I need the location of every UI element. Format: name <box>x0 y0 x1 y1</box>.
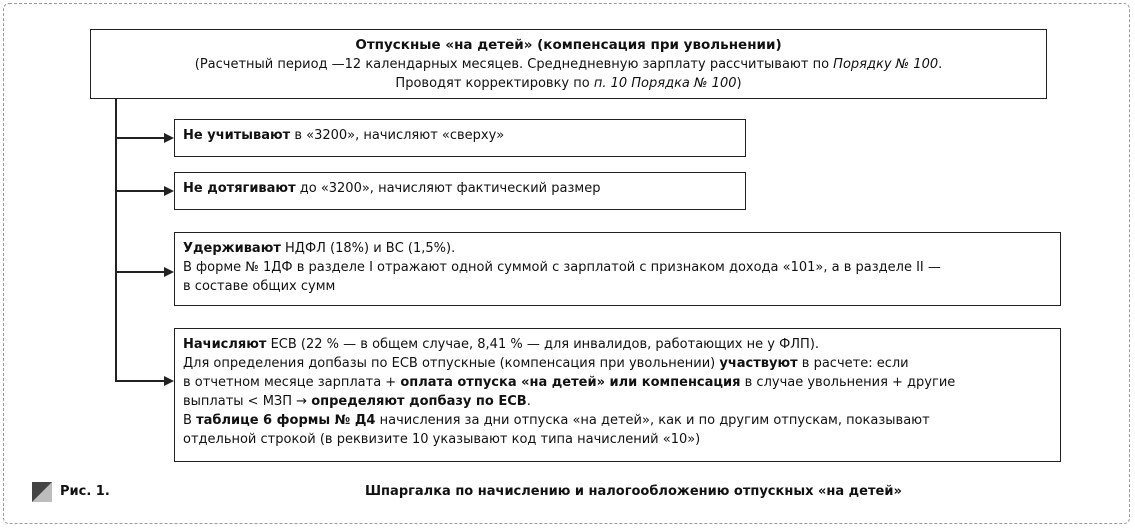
box4-text1: ЕСВ (22 % — в общем случае, 8,41 % — для инвалидов, работающих не у ФЛП). <box>266 337 820 352</box>
box4-line2 <box>183 354 1052 373</box>
box-accrued <box>174 328 1061 462</box>
box1-text: в «3200», начисляют «сверху» <box>290 128 505 143</box>
figure-label: Рис. 1. <box>60 484 110 499</box>
top-box <box>90 29 1047 99</box>
box4-l4-post: . <box>526 394 531 409</box>
connector-branch-3 <box>115 271 165 273</box>
top-box-line2 <box>91 55 1046 74</box>
box4-l4-bold: определяют допбазу по ЕСВ <box>311 394 527 409</box>
box4-l2-post: в расчете: если <box>797 356 909 371</box>
box-withheld <box>174 232 1061 306</box>
top-box-line3 <box>91 74 1046 93</box>
connector-branch-4 <box>115 380 165 382</box>
arrow-right-icon <box>164 133 174 143</box>
box4-l3-bold: оплата отпуска «на детей» или компенсация <box>400 375 741 390</box>
connector-branch-2 <box>115 190 165 192</box>
box1-bold: Не учитывают <box>183 128 291 143</box>
box4-l2-bold: участвуют <box>719 356 798 371</box>
box4-line6: отдельной строкой (в реквизите 10 указывают код типа начислений «10») <box>183 432 701 447</box>
box4-l4-pre: выплаты < МЗП → <box>183 394 312 409</box>
box2-text: до «3200», начисляют фактический размер <box>295 181 601 196</box>
top-line2-text: (Расчетный период —12 календарных месяцев. Среднедневную зарплату рассчитывают по <box>194 57 834 72</box>
box4-line3 <box>183 373 1052 392</box>
box4-l2-pre: Для определения допбазы по ЕСВ отпускные (компенсация при увольнении) <box>183 356 720 371</box>
box3-line2: В форме № 1ДФ в разделе I отражают одной суммой с зарплатой с признаком дохода «101», а в разделе II — <box>183 260 941 275</box>
box3-line1 <box>183 239 1052 258</box>
box4-bold1: Начисляют <box>183 337 267 352</box>
figure-square-icon <box>32 482 52 502</box>
box4-l5-post: начисления за дни отпуска «на детей», как и по другим отпускам, показывают <box>375 413 930 428</box>
top-line2-ref: Порядку № 100 <box>833 57 939 72</box>
figure-caption: Шпаргалка по начислению и налогообложению отпускных «на детей» <box>365 484 902 499</box>
arrow-right-icon <box>164 376 174 386</box>
box-not-topped-up <box>174 172 746 210</box>
box4-l5-bold: таблице 6 формы № Д4 <box>196 413 376 428</box>
box2-bold: Не дотягивают <box>183 181 296 196</box>
top-line2-end: . <box>938 57 943 72</box>
box3-bold: Удерживают <box>183 241 281 256</box>
connector-trunk <box>115 99 117 382</box>
box4-l3-pre: в отчетном месяце зарплата + <box>183 375 401 390</box>
connector-branch-1 <box>115 137 165 139</box>
box-not-counted <box>174 119 746 157</box>
box4-line4 <box>183 392 1052 411</box>
arrow-right-icon <box>164 267 174 277</box>
top-box-title: Отпускные «на детей» (компенсация при увольнении) <box>355 37 782 53</box>
top-line3-end: ) <box>736 76 742 91</box>
top-line3-ref: п. 10 Порядка № 100 <box>593 76 737 91</box>
box3-text1: НДФЛ (18%) и ВС (1,5%). <box>280 241 456 256</box>
box4-line5 <box>183 411 1052 430</box>
box3-line3: в составе общих сумм <box>183 279 336 294</box>
box4-line1 <box>183 335 1052 354</box>
arrow-right-icon <box>164 186 174 196</box>
top-line3-text: Проводят корректировку по <box>395 76 594 91</box>
box4-l5-pre: В <box>183 413 197 428</box>
box4-l3-post: в случае увольнения + другие <box>740 375 956 390</box>
